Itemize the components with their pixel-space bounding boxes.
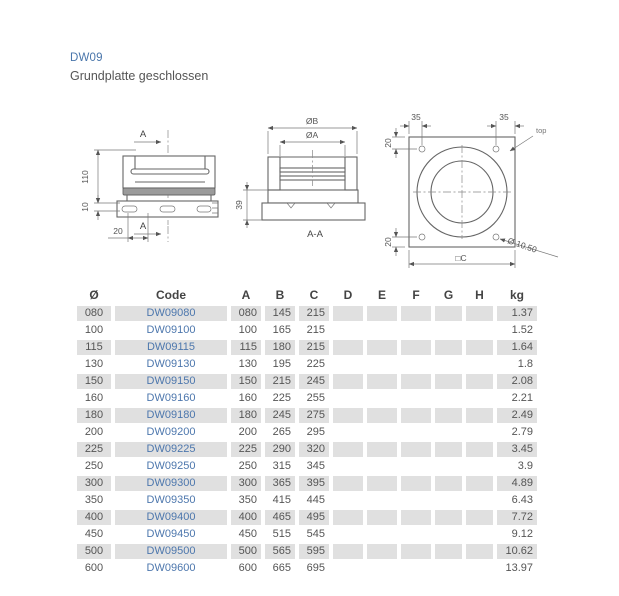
cell-f	[401, 493, 431, 508]
cell-g	[435, 510, 462, 525]
cell-code	[115, 527, 227, 542]
cell-c: 295	[306, 426, 325, 438]
spec-table	[73, 284, 541, 578]
code-link[interactable]: DW09160	[146, 392, 196, 404]
table-row	[77, 459, 537, 474]
cell-g	[435, 476, 462, 491]
cell-dia: 180	[77, 408, 111, 423]
cell-a: 160	[238, 392, 257, 404]
cell-e	[367, 391, 397, 406]
cell-e	[367, 561, 397, 576]
cell-f	[401, 510, 431, 525]
cell-code	[115, 510, 227, 525]
cell-e	[367, 493, 397, 508]
cell-h	[466, 442, 493, 457]
cell-f	[401, 391, 431, 406]
base-collar	[262, 203, 365, 220]
cell-kg: 13.97	[505, 562, 533, 574]
cell-h	[466, 561, 493, 576]
code-link[interactable]: DW09500	[146, 545, 196, 557]
cell-a: 200	[238, 426, 257, 438]
cell-g	[435, 493, 462, 508]
cell-kg: 1.8	[517, 358, 533, 370]
cell-kg: 2.49	[497, 408, 537, 423]
cell-code	[115, 374, 227, 389]
cell-h	[466, 510, 493, 525]
cell-code	[115, 442, 227, 457]
col-header-a: A	[241, 288, 251, 302]
col-header-dia: Ø	[89, 288, 99, 302]
spec-table-body	[77, 306, 537, 576]
cell-code	[115, 493, 227, 508]
table-row	[77, 357, 537, 372]
cell-b: 465	[265, 510, 295, 525]
cell-c: 215	[299, 306, 329, 321]
section-name-label: A-A	[307, 229, 323, 240]
cell-b: 290	[265, 442, 295, 457]
cell-h	[466, 527, 493, 542]
cell-d	[333, 391, 363, 406]
table-row	[77, 510, 537, 525]
technical-drawings	[70, 105, 575, 277]
cell-c: 345	[306, 460, 325, 472]
cell-g	[435, 527, 462, 542]
cell-c: 445	[306, 494, 325, 506]
cell-b: 415	[272, 494, 291, 506]
cell-f	[401, 408, 431, 423]
col-header-f: F	[412, 288, 420, 302]
cell-code	[115, 340, 227, 355]
table-row	[77, 425, 537, 440]
cell-g	[435, 306, 462, 321]
cell-f	[401, 357, 431, 372]
col-header-d: D	[343, 288, 353, 302]
cell-dia: 115	[77, 340, 111, 355]
cell-f	[401, 442, 431, 457]
top-view-drawing	[383, 112, 558, 268]
cell-d	[333, 323, 363, 338]
cell-a: 350	[238, 494, 257, 506]
cell-code	[115, 476, 227, 491]
top-face-label: top	[536, 126, 547, 135]
cell-c: 215	[299, 340, 329, 355]
col-header-e: E	[377, 288, 386, 302]
dim-inner-dia: ØA	[305, 130, 319, 140]
cell-d	[333, 527, 363, 542]
col-header-g: G	[443, 288, 454, 302]
cell-h	[466, 408, 493, 423]
cell-g	[435, 374, 462, 389]
cell-kg: 6.43	[511, 494, 533, 506]
cell-h	[466, 374, 493, 389]
cell-dia: 130	[84, 358, 104, 370]
cell-h	[466, 391, 493, 406]
cell-d	[333, 476, 363, 491]
section-cut-label-bottom: A	[139, 221, 147, 232]
product-code-title: DW09	[70, 52, 103, 64]
cell-g	[435, 459, 462, 474]
cell-dia: 250	[84, 460, 104, 472]
table-row	[77, 306, 537, 321]
cell-f	[401, 527, 431, 542]
cell-a: 600	[238, 562, 257, 574]
cell-b: 225	[272, 392, 291, 404]
cell-a: 225	[231, 442, 261, 457]
cell-a: 100	[238, 324, 257, 336]
cell-f	[401, 374, 431, 389]
cell-g	[435, 425, 462, 440]
cell-dia: 200	[84, 426, 104, 438]
cell-dia: 150	[77, 374, 111, 389]
table-row	[77, 493, 537, 508]
cell-c: 215	[306, 324, 325, 336]
cell-code	[115, 561, 227, 576]
dim-20: 20	[113, 226, 123, 236]
cell-e	[367, 527, 397, 542]
table-row	[77, 323, 537, 338]
cell-a: 500	[231, 544, 261, 559]
code-link[interactable]: DW09350	[146, 494, 196, 506]
cell-c: 595	[299, 544, 329, 559]
cell-b: 315	[272, 460, 291, 472]
cell-code	[115, 323, 227, 338]
cell-h	[466, 357, 493, 372]
cell-g	[435, 357, 462, 372]
cell-g	[435, 340, 462, 355]
cell-b: 145	[265, 306, 295, 321]
cell-a: 180	[231, 408, 261, 423]
cell-a: 080	[231, 306, 261, 321]
cell-dia: 100	[84, 324, 104, 336]
dim-outer-dia: ØB	[305, 116, 319, 126]
code-link[interactable]: DW09300	[146, 477, 196, 489]
code-link[interactable]: DW09150	[146, 375, 196, 387]
cell-g	[435, 323, 462, 338]
cell-e	[367, 476, 397, 491]
cell-h	[466, 425, 493, 440]
cell-a: 115	[231, 340, 261, 355]
cell-dia: 350	[84, 494, 104, 506]
cell-d	[333, 408, 363, 423]
cell-c: 245	[299, 374, 329, 389]
cell-b: 180	[265, 340, 295, 355]
cell-d	[333, 306, 363, 321]
col-header-h: H	[475, 288, 484, 302]
code-link[interactable]: DW09100	[146, 324, 196, 336]
table-row	[77, 544, 537, 559]
cell-dia: 300	[77, 476, 111, 491]
cell-d	[333, 425, 363, 440]
dim-39: 39	[234, 200, 244, 210]
product-name: Grundplatte geschlossen	[70, 69, 209, 83]
cell-dia: 400	[77, 510, 111, 525]
cell-code	[115, 408, 227, 423]
cell-code	[115, 357, 227, 372]
cell-b: 165	[272, 324, 291, 336]
cell-dia: 450	[84, 528, 104, 540]
cell-c: 545	[306, 528, 325, 540]
cell-b: 365	[265, 476, 295, 491]
cell-c: 320	[299, 442, 329, 457]
code-link[interactable]: DW09250	[146, 460, 196, 472]
cell-e	[367, 357, 397, 372]
code-link[interactable]: DW09225	[146, 443, 196, 455]
base-flange	[117, 201, 218, 217]
cell-d	[333, 357, 363, 372]
cell-dia: 600	[84, 562, 104, 574]
cell-kg: 2.08	[497, 374, 537, 389]
gasket-band	[123, 188, 215, 195]
cell-f	[401, 561, 431, 576]
cell-h	[466, 493, 493, 508]
code-link[interactable]: DW09130	[146, 358, 196, 370]
cell-f	[401, 476, 431, 491]
cell-g	[435, 561, 462, 576]
cell-f	[401, 425, 431, 440]
cell-h	[466, 476, 493, 491]
code-link[interactable]: DW09400	[146, 511, 196, 523]
cell-e	[367, 340, 397, 355]
cell-d	[333, 544, 363, 559]
cell-code	[115, 306, 227, 321]
cell-e	[367, 459, 397, 474]
cell-b: 565	[265, 544, 295, 559]
cell-g	[435, 544, 462, 559]
cell-b: 245	[265, 408, 295, 423]
cell-kg: 1.52	[511, 324, 533, 336]
cell-dia: 500	[77, 544, 111, 559]
cell-b: 515	[272, 528, 291, 540]
cell-kg: 7.72	[497, 510, 537, 525]
col-header-c: C	[309, 288, 319, 302]
cell-h	[466, 306, 493, 321]
cell-e	[367, 408, 397, 423]
table-header-row	[77, 286, 537, 304]
cell-kg: 10.62	[497, 544, 537, 559]
cell-dia: 160	[84, 392, 104, 404]
code-link[interactable]: DW09180	[146, 409, 196, 421]
code-link[interactable]: DW09115	[146, 341, 196, 353]
cell-b: 215	[265, 374, 295, 389]
cell-kg: 9.12	[511, 528, 533, 540]
cell-d	[333, 340, 363, 355]
cell-c: 695	[306, 562, 325, 574]
cell-c: 495	[299, 510, 329, 525]
code-link[interactable]: DW09200	[146, 426, 196, 438]
cell-d	[333, 442, 363, 457]
cell-e	[367, 425, 397, 440]
cell-e	[367, 442, 397, 457]
code-link[interactable]: DW09080	[146, 307, 196, 319]
dim-10: 10	[80, 202, 90, 212]
cell-e	[367, 306, 397, 321]
cell-h	[466, 544, 493, 559]
cell-f	[401, 323, 431, 338]
cell-h	[466, 459, 493, 474]
cell-kg: 3.9	[517, 460, 533, 472]
code-link[interactable]: DW09450	[146, 528, 196, 540]
cell-f	[401, 544, 431, 559]
code-link[interactable]: DW09600	[146, 562, 196, 574]
cell-e	[367, 323, 397, 338]
cell-d	[333, 374, 363, 389]
cell-d	[333, 493, 363, 508]
cell-d	[333, 510, 363, 525]
cell-dia: 080	[77, 306, 111, 321]
table-row	[77, 340, 537, 355]
cell-dia: 225	[77, 442, 111, 457]
table-row	[77, 391, 537, 406]
cell-kg: 2.21	[511, 392, 533, 404]
cell-e	[367, 374, 397, 389]
col-header-b: B	[275, 288, 285, 302]
cell-code	[115, 459, 227, 474]
cell-c: 275	[299, 408, 329, 423]
cell-a: 250	[238, 460, 257, 472]
cell-code	[115, 425, 227, 440]
cell-d	[333, 561, 363, 576]
table-row	[77, 374, 537, 389]
cell-code	[115, 391, 227, 406]
cell-a: 450	[238, 528, 257, 540]
dim-35-right: 35	[499, 112, 509, 122]
section-cut-label-top: A	[139, 129, 147, 140]
cell-f	[401, 340, 431, 355]
dim-hole-dia: Ø 10.50	[506, 235, 539, 255]
cell-g	[435, 442, 462, 457]
cell-b: 265	[272, 426, 291, 438]
side-view-drawing	[80, 129, 218, 242]
cell-e	[367, 510, 397, 525]
dim-20-top: 20	[383, 138, 393, 148]
cell-d	[333, 459, 363, 474]
section-view-drawing	[234, 116, 365, 240]
cell-f	[401, 306, 431, 321]
table-row	[77, 527, 537, 542]
cell-kg: 3.45	[497, 442, 537, 457]
dim-110: 110	[80, 170, 90, 184]
dim-plate-size: □C	[455, 253, 467, 263]
cell-a: 130	[238, 358, 257, 370]
cell-f	[401, 459, 431, 474]
cell-b: 665	[272, 562, 291, 574]
cell-kg: 2.79	[511, 426, 533, 438]
table-row	[77, 408, 537, 423]
insulation-band	[268, 190, 358, 203]
cell-h	[466, 323, 493, 338]
table-row	[77, 442, 537, 457]
table-row	[77, 561, 537, 576]
cell-e	[367, 544, 397, 559]
cell-c: 225	[306, 358, 325, 370]
cell-a: 300	[231, 476, 261, 491]
cell-kg: 1.37	[497, 306, 537, 321]
cell-g	[435, 391, 462, 406]
col-header-code: Code	[156, 288, 186, 302]
cell-h	[466, 340, 493, 355]
cell-a: 150	[231, 374, 261, 389]
dim-20-bottom: 20	[383, 237, 393, 247]
table-row	[77, 476, 537, 491]
cell-g	[435, 408, 462, 423]
dim-35-left: 35	[411, 112, 421, 122]
cell-b: 195	[272, 358, 291, 370]
cell-kg: 4.89	[497, 476, 537, 491]
cell-c: 255	[306, 392, 325, 404]
cell-kg: 1.64	[497, 340, 537, 355]
cell-c: 395	[299, 476, 329, 491]
cell-a: 400	[231, 510, 261, 525]
col-header-kg: kg	[509, 288, 524, 302]
cell-code	[115, 544, 227, 559]
